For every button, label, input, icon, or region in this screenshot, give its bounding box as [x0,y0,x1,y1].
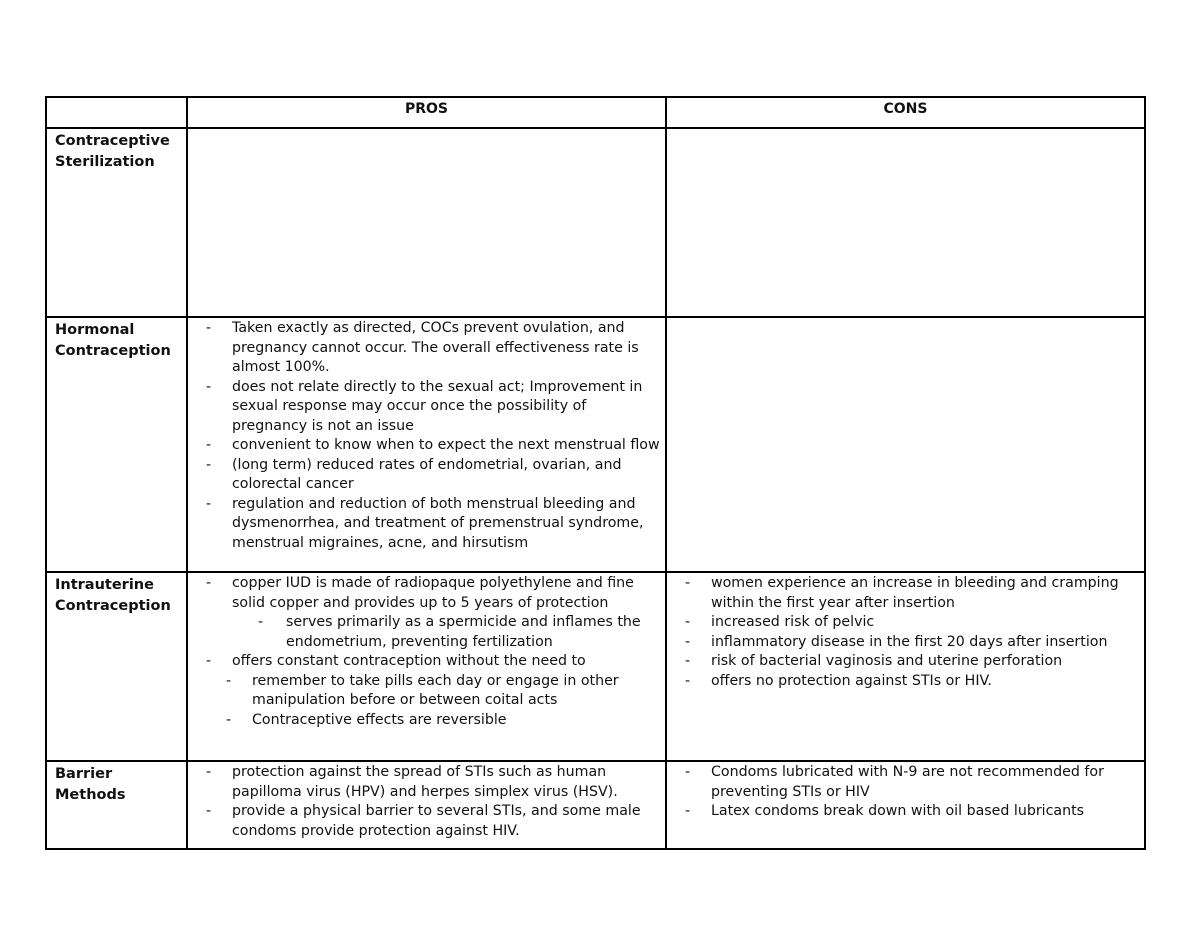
pros-cell [187,761,666,849]
list-item: - Taken exactly as directed, COCs prevent ovulation, and pregnancy cannot occur. The overall effectiveness rate is almost 100%. [192,319,661,378]
list-item: - risk of bacterial vaginosis and uterine perforation [671,652,1140,672]
table-row [46,317,1145,572]
list-item: - copper IUD is made of radiopaque polyethylene and fine solid copper and provides up to 5 years of protection [192,574,661,613]
corner-cell [46,97,187,128]
list-item: - inflammatory disease in the first 20 days after insertion [671,633,1140,653]
cons-header: CONS [666,97,1145,128]
list-item: - offers no protection against STIs or HIV. [671,672,1140,692]
cons-cell [666,128,1145,317]
row-label: Barrier Methods [46,761,187,849]
list-item: - regulation and reduction of both menstrual bleeding and dysmenorrhea, and treatment of premenstrual syndrome, menstrual migraines, acne, and hirsutism [192,495,661,554]
cons-cell [666,761,1145,849]
list-item: - Condoms lubricated with N-9 are not recommended for preventing STIs or HIV [671,763,1140,802]
list-item: - protection against the spread of STIs such as human papilloma virus (HPV) and herpes simplex virus (HSV). [192,763,661,802]
list-item: - increased risk of pelvic [671,613,1140,633]
list-item: - offers constant contraception without the need to [192,652,661,672]
list-item: - serves primarily as a spermicide and inflames the endometrium, preventing fertilization [192,613,661,652]
list-item: - convenient to know when to expect the next menstrual flow [192,436,661,456]
list-item: - remember to take pills each day or engage in other manipulation before or between coital acts [192,672,661,711]
list-item: - (long term) reduced rates of endometrial, ovarian, and colorectal cancer [192,456,661,495]
pros-cell [187,572,666,761]
pros-header: PROS [187,97,666,128]
table-row [46,572,1145,761]
contraception-comparison-table [45,96,1146,850]
cons-cell [666,572,1145,761]
row-label: Hormonal Contraception [46,317,187,572]
header-row [46,97,1145,128]
row-label: Intrauterine Contraception [46,572,187,761]
list-item: - women experience an increase in bleeding and cramping within the first year after insertion [671,574,1140,613]
pros-cell [187,128,666,317]
table-row [46,761,1145,849]
table-row [46,128,1145,317]
pros-cell [187,317,666,572]
cons-cell [666,317,1145,572]
list-item: - Contraceptive effects are reversible [192,711,661,731]
list-item: - does not relate directly to the sexual act; Improvement in sexual response may occur once the possibility of pregnancy is not an issue [192,378,661,437]
list-item: - provide a physical barrier to several STIs, and some male condoms provide protection against HIV. [192,802,661,841]
list-item: - Latex condoms break down with oil based lubricants [671,802,1140,822]
row-label: Contraceptive Sterilization [46,128,187,317]
